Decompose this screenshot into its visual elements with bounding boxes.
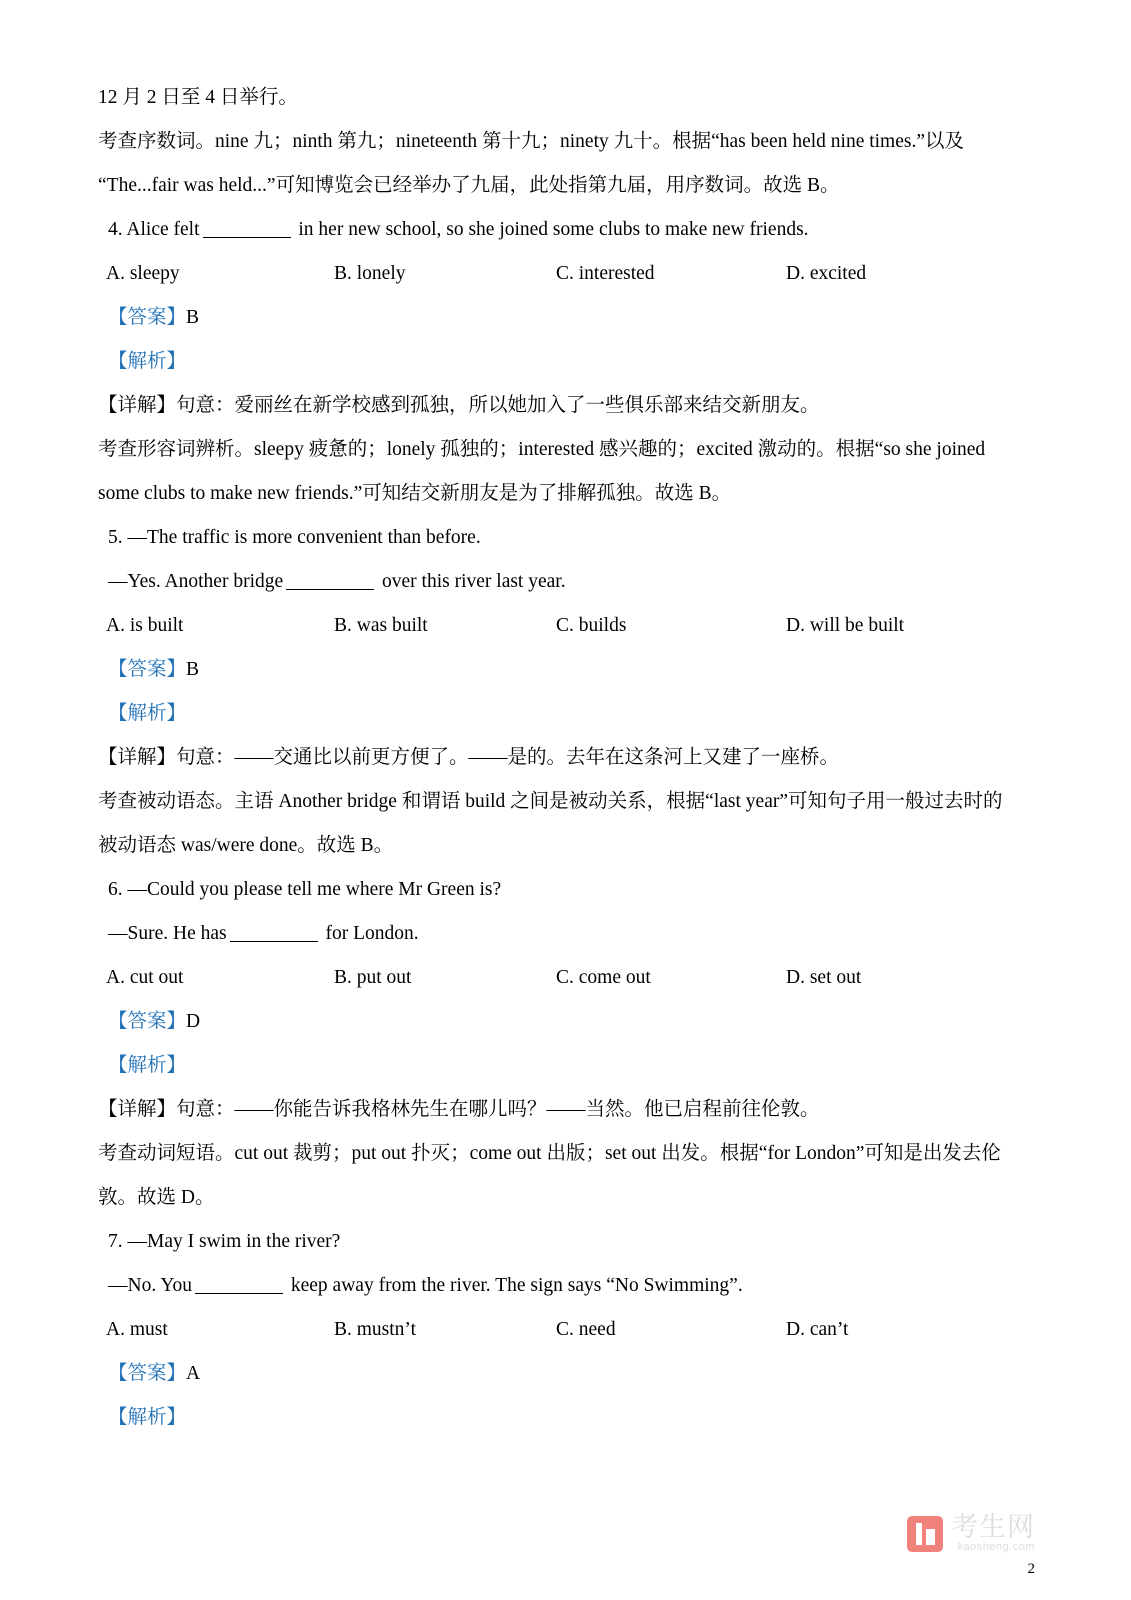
question-5-answer xyxy=(108,648,1031,692)
question-6-analysis-tag xyxy=(108,1044,1031,1088)
answer-value: B xyxy=(186,307,200,328)
detail-text: 句意：——交通比以前更方便了。——是的。去年在这条河上又建了一座桥。 xyxy=(176,747,840,768)
fragment-line-3: “The...fair was held...”可知博览会已经举办了九届，此处指第九届，用序数词。故选 B。 xyxy=(98,175,840,196)
answer-blank xyxy=(286,589,374,590)
answer-tag: 【答案】 xyxy=(108,1011,187,1032)
question-4-detail xyxy=(98,384,1031,428)
question-6-stem-line-1: 6. —Could you please tell me where Mr Green is? xyxy=(108,879,502,900)
question-5-explain-1: 考查被动语态。主语 Another bridge 和谓语 build 之间是被动关系，根据“last year”可知句子用一般过去时的 xyxy=(98,791,1003,812)
option-a[interactable]: A. sleepy xyxy=(106,263,180,284)
option-c[interactable]: C. interested xyxy=(556,263,655,284)
option-b[interactable]: B. put out xyxy=(334,967,412,988)
option-a[interactable]: A. cut out xyxy=(106,967,184,988)
analysis-tag: 【解析】 xyxy=(108,703,187,724)
question-4-options xyxy=(98,252,1031,296)
question-7-stem-before: —No. You xyxy=(108,1275,192,1296)
question-5-detail xyxy=(98,736,1031,780)
option-a[interactable]: A. is built xyxy=(106,615,184,636)
option-d[interactable]: D. will be built xyxy=(786,615,905,636)
question-4-analysis-tag xyxy=(108,340,1031,384)
question-7-options xyxy=(98,1308,1031,1352)
option-c[interactable]: C. builds xyxy=(556,615,627,636)
answer-value: B xyxy=(186,659,200,680)
question-4-stem-after: in her new school, so she joined some clubs to make new friends. xyxy=(298,219,809,240)
watermark-en: kaosheng.com xyxy=(957,1541,1035,1554)
question-6-detail xyxy=(98,1088,1031,1132)
answer-tag: 【答案】 xyxy=(108,659,187,680)
question-4-explain-2: some clubs to make new friends.”可知结交新朋友是为了排解孤独。故选 B。 xyxy=(98,483,732,504)
question-5-stem-before: —Yes. Another bridge xyxy=(108,571,284,592)
question-7-stem-line-2 xyxy=(108,1264,1031,1308)
analysis-tag: 【解析】 xyxy=(108,1407,187,1428)
fragment-line-2: 考查序数词。nine 九；ninth 第九；nineteenth 第十九；ninety 九十。根据“has been held nine times.”以及 xyxy=(98,131,964,152)
option-d[interactable]: D. excited xyxy=(786,263,867,284)
answer-value: D xyxy=(186,1011,201,1032)
question-5-explain-2: 被动语态 was/were done。故选 B。 xyxy=(98,835,394,856)
watermark xyxy=(907,1514,1035,1554)
answer-tag: 【答案】 xyxy=(108,307,187,328)
option-c[interactable]: C. come out xyxy=(556,967,651,988)
question-4-stem-before: 4. Alice felt xyxy=(108,219,200,240)
option-b[interactable]: B. lonely xyxy=(334,263,406,284)
answer-tag: 【答案】 xyxy=(108,1363,187,1384)
option-d[interactable]: D. set out xyxy=(786,967,862,988)
fragment-line-1: 12 月 2 日至 4 日举行。 xyxy=(98,87,298,108)
question-4-explain-1: 考查形容词辨析。sleepy 疲惫的；lonely 孤独的；interested 感兴趣的；excited 激动的。根据“so she joined xyxy=(98,439,986,460)
detail-tag: 【详解】 xyxy=(98,1099,177,1120)
question-5-analysis-tag xyxy=(108,692,1031,736)
question-6-stem-after: for London. xyxy=(325,923,419,944)
analysis-tag: 【解析】 xyxy=(108,1055,187,1076)
watermark-cn: 考生网 xyxy=(951,1512,1035,1544)
question-5-stem-after: over this river last year. xyxy=(382,571,566,592)
question-7-answer xyxy=(108,1352,1031,1396)
question-7-stem-line-1: 7. —May I swim in the river? xyxy=(108,1231,341,1252)
option-a[interactable]: A. must xyxy=(106,1319,168,1340)
detail-text: 句意：爱丽丝在新学校感到孤独，所以她加入了一些俱乐部来结交新朋友。 xyxy=(176,395,820,416)
detail-text: 句意：——你能告诉我格林先生在哪儿吗？——当然。他已启程前往伦敦。 xyxy=(176,1099,820,1120)
question-6-stem-before: —Sure. He has xyxy=(108,923,227,944)
option-c[interactable]: C. need xyxy=(556,1319,616,1340)
answer-value: A xyxy=(186,1363,201,1384)
question-7-analysis-tag xyxy=(108,1396,1031,1440)
question-4-answer xyxy=(108,296,1031,340)
question-7-stem-after: keep away from the river. The sign says “No Swimming”. xyxy=(290,1275,743,1296)
answer-blank xyxy=(203,237,291,238)
detail-tag: 【详解】 xyxy=(98,395,177,416)
question-5-options xyxy=(98,604,1031,648)
watermark-text xyxy=(951,1514,1035,1554)
option-b[interactable]: B. was built xyxy=(334,615,428,636)
option-d[interactable]: D. can’t xyxy=(786,1319,849,1340)
analysis-tag: 【解析】 xyxy=(108,351,187,372)
question-5-stem-line-2 xyxy=(108,560,1031,604)
question-6-stem-line-2 xyxy=(108,912,1031,956)
question-6-explain-2: 敦。故选 D。 xyxy=(98,1187,215,1208)
detail-tag: 【详解】 xyxy=(98,747,177,768)
page-number: 2 xyxy=(1027,1561,1035,1577)
question-6-options xyxy=(98,956,1031,1000)
question-4-stem xyxy=(108,208,1031,252)
question-5-stem-line-1: 5. —The traffic is more convenient than before. xyxy=(108,527,481,548)
question-6-explain-1: 考查动词短语。cut out 裁剪；put out 扑灭；come out 出版；set out 出发。根据“for London”可知是出发去伦 xyxy=(98,1143,1001,1164)
answer-blank xyxy=(195,1293,283,1294)
question-6-answer xyxy=(108,1000,1031,1044)
watermark-logo-icon xyxy=(907,1516,943,1552)
option-b[interactable]: B. mustn’t xyxy=(334,1319,416,1340)
answer-blank xyxy=(230,941,318,942)
